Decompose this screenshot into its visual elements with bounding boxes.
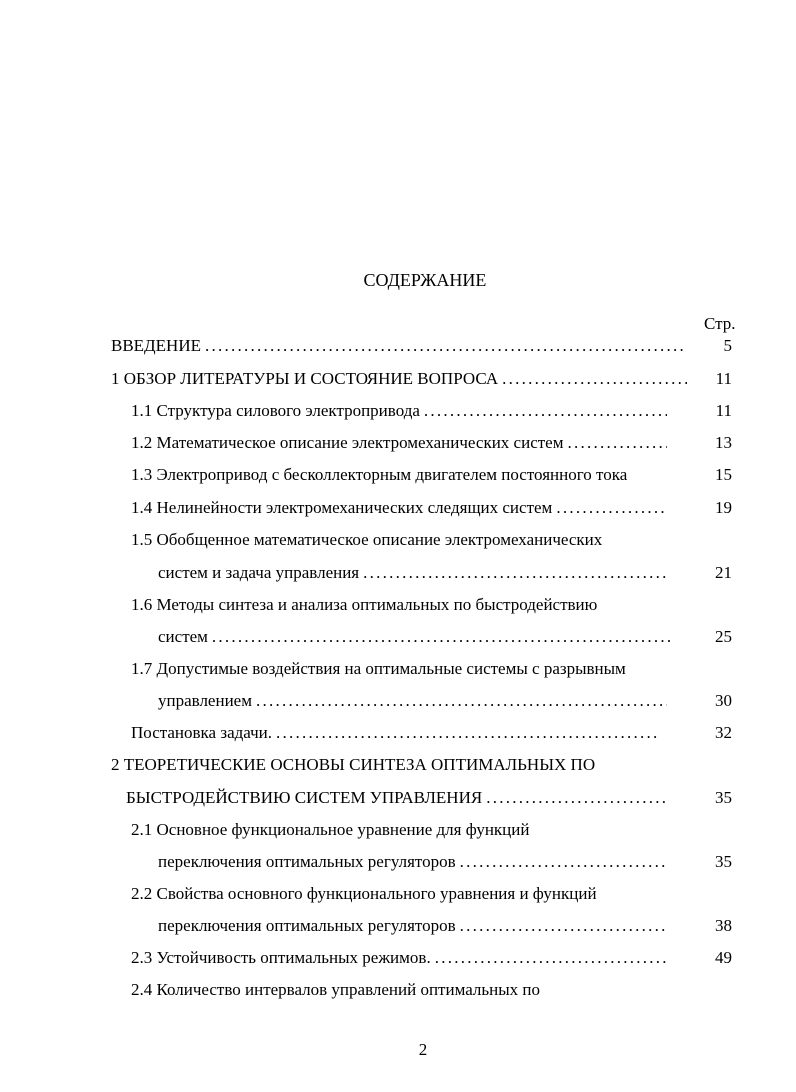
- toc-entry-1-7[interactable]: [131, 657, 691, 681]
- toc-page-number: 5: [723, 336, 732, 355]
- toc-page-number: 11: [715, 369, 732, 388]
- page-number-footer: 2: [418, 1040, 428, 1059]
- toc-leader-dots: [205, 334, 687, 358]
- toc-entry-label: 2 ТЕОРЕТИЧЕСКИЕ ОСНОВЫ СИНТЕЗА ОПТИМАЛЬНЫХ ПО: [111, 755, 596, 774]
- toc-entry-1-1[interactable]: [131, 399, 671, 423]
- toc-entry-1-3[interactable]: [131, 463, 691, 487]
- toc-page-number: 32: [715, 723, 732, 742]
- toc-entry-label: 1.1 Структура силового электропривода: [131, 401, 420, 420]
- toc-entry-label: 2.1 Основное функциональное уравнение для функций: [131, 820, 530, 839]
- toc-entry-label: переключения оптимальных регуляторов: [158, 916, 456, 935]
- toc-page-number: 30: [715, 691, 732, 710]
- toc-leader-dots: [276, 721, 657, 745]
- toc-leader-dots: [460, 850, 667, 874]
- page-column-label: Стр.: [704, 314, 736, 333]
- toc-page-number: 15: [715, 465, 732, 484]
- toc-page-number: 38: [715, 916, 732, 935]
- toc-entry-1-4[interactable]: [131, 496, 671, 520]
- toc-entry-label: 2.3 Устойчивость оптимальных режимов.: [131, 948, 431, 967]
- toc-page-number: 25: [715, 627, 732, 646]
- toc-leader-dots: [556, 496, 667, 520]
- toc-page-number: 11: [715, 401, 732, 420]
- toc-entry-1-5-continued[interactable]: [158, 561, 671, 585]
- toc-page-number: 35: [715, 788, 732, 807]
- toc-entry-problem-statement[interactable]: [131, 721, 661, 745]
- toc-leader-dots: [424, 399, 667, 423]
- toc-entry-chapter-2-continued[interactable]: [126, 786, 671, 810]
- toc-leader-dots: [363, 561, 667, 585]
- toc-page-number: 13: [715, 433, 732, 452]
- toc-page-number: 21: [715, 563, 732, 582]
- toc-leader-dots: [460, 914, 667, 938]
- toc-leader-dots: [435, 946, 667, 970]
- toc-entry-2-3[interactable]: [131, 946, 671, 970]
- toc-entry-2-4[interactable]: [131, 978, 691, 1002]
- toc-leader-dots: [567, 431, 667, 455]
- toc-leader-dots: [486, 786, 667, 810]
- toc-entry-label: 1.3 Электропривод с бесколлекторным двигателем постоянного тока: [131, 465, 628, 484]
- toc-leader-dots: [212, 625, 674, 649]
- toc-entry-label: БЫСТРОДЕЙСТВИЮ СИСТЕМ УПРАВЛЕНИЯ: [126, 788, 483, 807]
- toc-entry-label: 1.5 Обобщенное математическое описание электромеханических: [131, 530, 603, 549]
- toc-entry-label: 2.2 Свойства основного функционального уравнения и функций: [131, 884, 597, 903]
- toc-page-number: 19: [715, 498, 732, 517]
- toc-entry-label: 1.6 Методы синтеза и анализа оптимальных по быстродействию: [131, 595, 598, 614]
- toc-entry-label: систем: [158, 627, 208, 646]
- page-title: СОДЕРЖАНИЕ: [363, 270, 487, 290]
- toc-entry-1-5[interactable]: [131, 528, 691, 552]
- toc-entry-1-6[interactable]: [131, 593, 691, 617]
- toc-entry-1-7-continued[interactable]: [158, 689, 671, 713]
- toc-entry-label: ВВЕДЕНИЕ: [111, 336, 201, 355]
- toc-leader-dots: [502, 367, 687, 391]
- toc-entry-chapter-1[interactable]: [111, 367, 691, 391]
- toc-entry-2-2-continued[interactable]: [158, 914, 671, 938]
- toc-page-number: 49: [715, 948, 732, 967]
- toc-entry-1-2[interactable]: [131, 431, 671, 455]
- toc-entry-2-2[interactable]: [131, 882, 691, 906]
- toc-entry-label: 1.4 Нелинейности электромеханических следящих систем: [131, 498, 553, 517]
- toc-entry-label: 1 ОБЗОР ЛИТЕРАТУРЫ И СОСТОЯНИЕ ВОПРОСА: [111, 369, 499, 388]
- toc-entry-label: систем и задача управления: [158, 563, 360, 582]
- toc-entry-intro[interactable]: [111, 334, 691, 358]
- toc-entry-2-1-continued[interactable]: [158, 850, 671, 874]
- toc-entry-label: Постановка задачи.: [131, 723, 273, 742]
- toc-entry-1-6-continued[interactable]: [158, 625, 678, 649]
- toc-entry-label: 2.4 Количество интервалов управлений оптимальных по: [131, 980, 541, 999]
- toc-entry-label: 1.2 Математическое описание электромеханических систем: [131, 433, 564, 452]
- toc-entry-2-1[interactable]: [131, 818, 691, 842]
- toc-entry-label: 1.7 Допустимые воздействия на оптимальные системы с разрывным: [131, 659, 626, 678]
- toc-leader-dots: [256, 689, 667, 713]
- toc-page-number: 35: [715, 852, 732, 871]
- toc-entry-chapter-2[interactable]: [111, 753, 691, 777]
- toc-entry-label: переключения оптимальных регуляторов: [158, 852, 456, 871]
- toc-entry-label: управлением: [158, 691, 252, 710]
